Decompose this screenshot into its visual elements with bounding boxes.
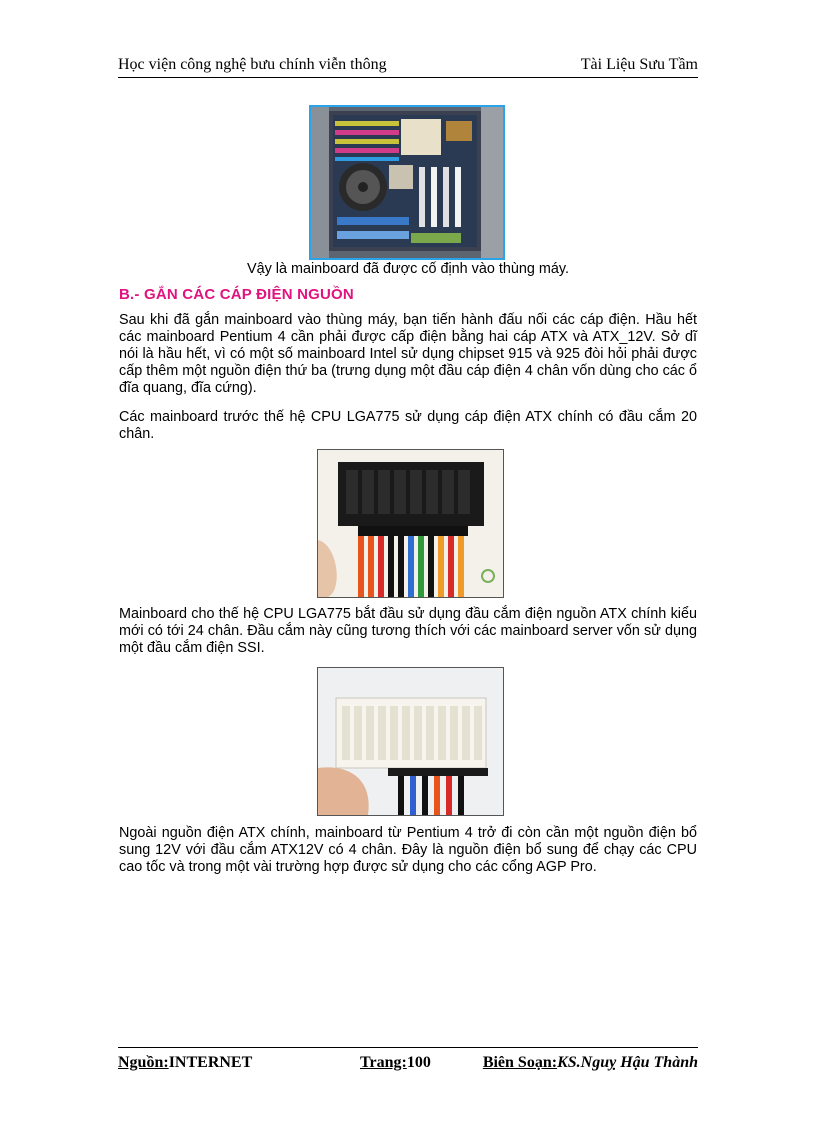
footer-page-label: Trang: — [360, 1054, 407, 1071]
header-collection: Tài Liệu Sưu Tầm — [580, 56, 698, 73]
atx-20pin-connector-photo — [317, 449, 504, 598]
figure-caption: Vậy là mainboard đã được cố định vào thùng máy. — [247, 261, 569, 277]
footer-editor — [483, 1054, 698, 1072]
header-institution: Học viện công nghệ bưu chính viễn thông — [118, 56, 387, 73]
atx-24pin-connector-photo — [317, 667, 504, 816]
page-header — [118, 54, 698, 78]
footer-source-value: INTERNET — [168, 1054, 253, 1071]
page-footer — [118, 1052, 698, 1076]
footer-page — [360, 1054, 431, 1072]
footer-source-label: Nguồn: — [118, 1054, 169, 1071]
footer-rule — [118, 1047, 698, 1048]
footer-page-number: 100 — [406, 1054, 431, 1071]
footer-editor-name: KS.Nguỵ Hậu Thành — [557, 1054, 698, 1071]
paragraph-intro: Sau khi đã gắn mainboard vào thùng máy, bạn tiến hành đấu nối các cáp điện. Hầu hết các mainboard Pentium 4 cần phải được cấp điện bằng hai cáp ATX và ATX_12V. Sở dĩ nói là hầu hết, vì có một số mainboard Intel sử dụng chipset 915 và 925 đòi hỏi phải được cấp thêm một nguồn điện thứ ba (trưng dụng một đầu cáp điện 4 chân vốn dùng cho các ổ đĩa quang, đĩa cứng). — [119, 312, 697, 396]
header-rule — [118, 77, 698, 78]
mainboard-photo — [309, 105, 505, 260]
paragraph-atx12v: Ngoài nguồn điện ATX chính, mainboard từ Pentium 4 trở đi còn cần một nguồn điện bổ sung 12V với đầu cắm ATX12V có 4 chân. Đây là nguồn điện bổ sung để chạy các CPU cao tốc và trong một vài trường hợp được sử dụng cho các cổng AGP Pro. — [119, 825, 697, 875]
footer-source — [118, 1054, 252, 1072]
paragraph-atx-20pin: Các mainboard trước thế hệ CPU LGA775 sử dụng cáp điện ATX chính có đầu cắm 20 chân. — [119, 409, 697, 442]
paragraph-atx-24pin: Mainboard cho thế hệ CPU LGA775 bắt đầu sử dụng đầu cắm điện nguồn ATX chính kiểu mới có tới 24 chân. Đầu cắm này cũng tương thích với các mainboard server vốn sử dụng một đầu cắm điện SSI. — [119, 606, 697, 656]
section-heading: B.- GẮN CÁC CÁP ĐIỆN NGUỒN — [119, 286, 354, 303]
footer-editor-label: Biên Soạn: — [482, 1054, 558, 1071]
